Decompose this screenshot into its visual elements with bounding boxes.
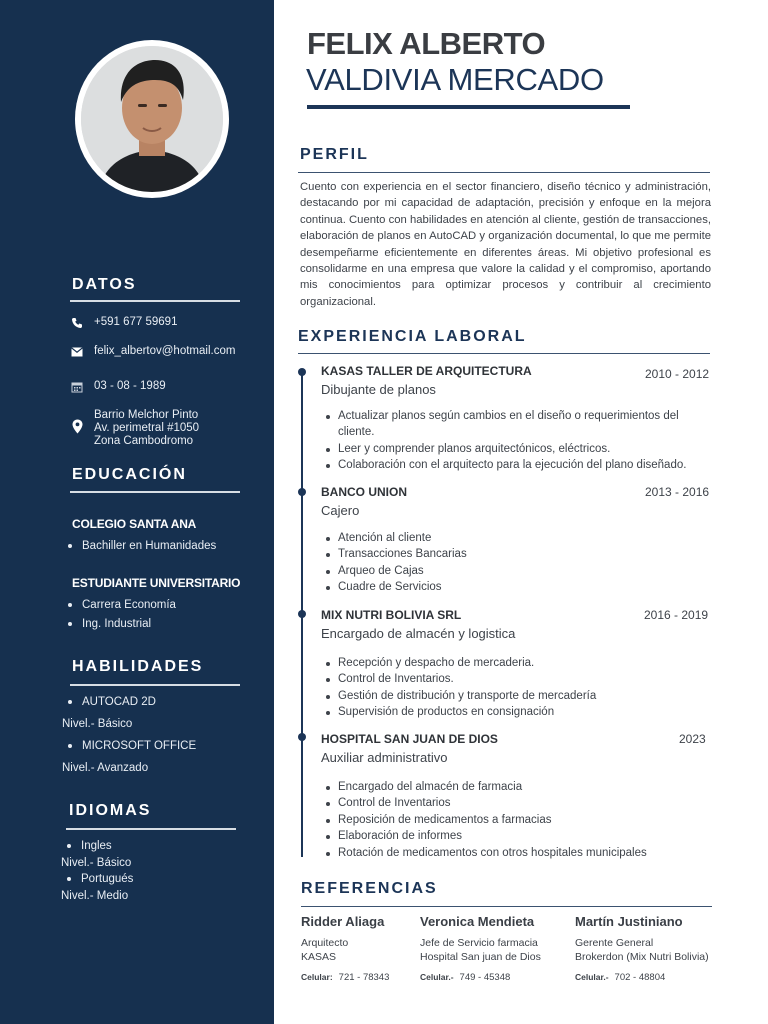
email-address: felix_albertov@hotmail.com xyxy=(94,345,236,357)
person-portrait xyxy=(81,46,223,192)
bullet-icon xyxy=(68,544,72,548)
phone-number: +591 677 59691 xyxy=(94,316,178,328)
skill-name: AUTOCAD 2D xyxy=(82,696,156,708)
education-item xyxy=(68,540,216,552)
language-item xyxy=(67,840,112,852)
reference-card xyxy=(301,914,389,983)
reference-phone-row xyxy=(575,972,709,983)
avatar xyxy=(81,46,223,192)
reference-title: Jefe de Servicio farmacia xyxy=(420,937,538,949)
reference-phone-label: Celular: xyxy=(301,972,333,982)
job-dates: 2016 - 2019 xyxy=(644,608,709,622)
experiencia-divider xyxy=(298,353,710,354)
mail-icon xyxy=(70,345,84,359)
job-company: KASAS TALLER DE ARQUITECTURA xyxy=(321,364,532,378)
job-task: Transacciones Bancarias xyxy=(326,546,710,562)
bullet-icon xyxy=(68,744,72,748)
name-last: VALDIVIA MERCADO xyxy=(306,62,604,97)
job-role: Encargado de almacén y logistica xyxy=(321,626,516,641)
job-role: Cajero xyxy=(321,503,360,518)
language-name: Ingles xyxy=(81,840,112,852)
address xyxy=(94,409,199,448)
bullet-icon xyxy=(68,622,72,626)
reference-phone-row xyxy=(420,972,541,983)
language-level: Nivel.- Básico xyxy=(61,857,132,869)
reference-name: Veronica Mendieta xyxy=(420,914,535,929)
name-first: FELIX ALBERTO xyxy=(307,26,546,61)
datos-heading: DATOS xyxy=(72,276,137,293)
job-task: Atención al cliente xyxy=(326,530,710,546)
profile-photo xyxy=(75,40,229,198)
reference-name: Martín Justiniano xyxy=(575,914,683,929)
skill-level: Nivel.- Avanzado xyxy=(62,762,149,774)
education-item-label: Bachiller en Humanidades xyxy=(82,540,217,552)
job-dates: 2013 - 2016 xyxy=(645,485,710,499)
bullet-icon xyxy=(68,700,72,704)
calendar-icon xyxy=(70,380,84,394)
school-name: ESTUDIANTE UNIVERSITARIO xyxy=(72,576,241,590)
address-line: Av. perimetral #1050 xyxy=(94,422,200,434)
perfil-text: Cuento con experiencia en el sector financiero, diseño técnico y administración, destacando por mi capacidad de adaptación, precisión y enfoque en la mejora continua. Cuento con habilidades en atención al cliente, gestión de transacciones, elaboración de planos en AutoCAD y organización documental, lo que me permite desempeñarme eficientemente en diferentes áreas. Mi objetivo profesional es consolidarme en una empresa que valore la calidad y el compromiso, aportando mis conocimientos para optimizar procesos y contribuir al crecimiento organizacional. xyxy=(300,181,711,308)
address-line: Zona Cambodromo xyxy=(94,435,194,447)
job-task: Elaboración de informes xyxy=(326,828,710,844)
job-task: Encargado del almacén de farmacia xyxy=(326,779,710,795)
reference-org: Brokerdon (Mix Nutri Bolivia) xyxy=(575,951,709,963)
job-task: Gestión de distribución y transporte de mercadería xyxy=(326,688,710,704)
education-item-label: Carrera Economía xyxy=(82,599,176,611)
habilidades-divider xyxy=(70,684,240,686)
reference-name: Ridder Aliaga xyxy=(301,914,385,929)
education-item xyxy=(68,599,176,611)
job-company: HOSPITAL SAN JUAN DE DIOS xyxy=(321,732,498,746)
timeline-dot xyxy=(298,733,306,741)
reference-title: Gerente General xyxy=(575,937,654,949)
job-task: Leer y comprender planos arquitectónicos, eléctricos. xyxy=(326,441,710,457)
phone-icon xyxy=(70,316,84,330)
referencias-heading: REFERENCIAS xyxy=(301,880,438,897)
phone-row xyxy=(70,316,177,330)
job-tasks xyxy=(326,655,710,721)
job-task: Rotación de medicamentos con otros hospitales municipales xyxy=(326,845,710,861)
job-task: Arqueo de Cajas xyxy=(326,563,710,579)
language-level: Nivel.- Medio xyxy=(61,890,129,902)
education-item-label: Ing. Industrial xyxy=(82,618,152,630)
job-task: Colaboración con el arquitecto para la ejecución del plano diseñado. xyxy=(326,457,710,473)
job-tasks xyxy=(326,779,710,861)
bullet-icon xyxy=(67,877,71,881)
reference-phone-row xyxy=(301,972,389,983)
email-row xyxy=(70,345,235,359)
job-tasks xyxy=(326,408,710,474)
name-underline xyxy=(307,105,630,109)
reference-card xyxy=(420,914,541,983)
reference-phone: 702 - 48804 xyxy=(614,972,666,983)
sidebar xyxy=(0,0,274,1024)
job-role: Dibujante de planos xyxy=(321,382,436,397)
timeline-dot xyxy=(298,368,306,376)
skill-level: Nivel.- Básico xyxy=(62,718,133,730)
idiomas-divider xyxy=(66,828,236,830)
job-tasks xyxy=(326,530,710,596)
educacion-divider xyxy=(70,491,240,493)
reference-phone-label: Celular.- xyxy=(575,972,609,982)
habilidades-heading: HABILIDADES xyxy=(72,658,204,675)
job-task: Cuadre de Servicios xyxy=(326,579,710,595)
reference-phone: 749 - 45348 xyxy=(459,972,511,983)
job-company: BANCO UNION xyxy=(321,485,407,499)
address-row xyxy=(70,409,199,448)
skill-item xyxy=(68,740,196,752)
birthdate: 03 - 08 - 1989 xyxy=(94,380,166,392)
perfil-heading: PERFIL xyxy=(300,146,369,163)
reference-org: Hospital San juan de Dios xyxy=(420,951,541,963)
job-dates: 2023 xyxy=(679,732,706,746)
skill-name: MICROSOFT OFFICE xyxy=(82,740,197,752)
datos-divider xyxy=(70,300,240,302)
location-pin-icon xyxy=(70,419,84,433)
skill-item xyxy=(68,696,156,708)
birthdate-row xyxy=(70,380,166,394)
reference-org: KASAS xyxy=(301,951,337,963)
job-task: Control de Inventarios xyxy=(326,795,710,811)
reference-title: Arquitecto xyxy=(301,937,349,949)
bullet-icon xyxy=(68,603,72,607)
job-dates: 2010 - 2012 xyxy=(645,367,710,381)
reference-card xyxy=(575,914,709,983)
job-company: MIX NUTRI BOLIVIA SRL xyxy=(321,608,462,622)
language-item xyxy=(67,873,133,885)
timeline-dot xyxy=(298,488,306,496)
timeline-dot xyxy=(298,610,306,618)
school-name: COLEGIO SANTA ANA xyxy=(72,517,197,531)
job-task: Actualizar planos según cambios en el diseño o requerimientos del cliente. xyxy=(326,408,710,441)
reference-phone: 721 - 78343 xyxy=(338,972,390,983)
address-line: Barrio Melchor Pinto xyxy=(94,409,199,421)
job-task: Reposición de medicamentos a farmacias xyxy=(326,812,710,828)
language-name: Portugués xyxy=(81,873,134,885)
experiencia-heading: EXPERIENCIA LABORAL xyxy=(298,328,527,345)
job-task: Recepción y despacho de mercaderia. xyxy=(326,655,710,671)
job-task: Supervisión de productos en consignación xyxy=(326,704,710,720)
education-item xyxy=(68,618,151,630)
idiomas-heading: IDIOMAS xyxy=(69,802,152,819)
job-task: Control de Inventarios. xyxy=(326,671,710,687)
educacion-heading: EDUCACIÓN xyxy=(72,466,187,483)
job-role: Auxiliar administrativo xyxy=(321,750,448,765)
referencias-divider xyxy=(301,906,712,907)
perfil-divider xyxy=(298,172,710,173)
bullet-icon xyxy=(67,844,71,848)
reference-phone-label: Celular.- xyxy=(420,972,454,982)
